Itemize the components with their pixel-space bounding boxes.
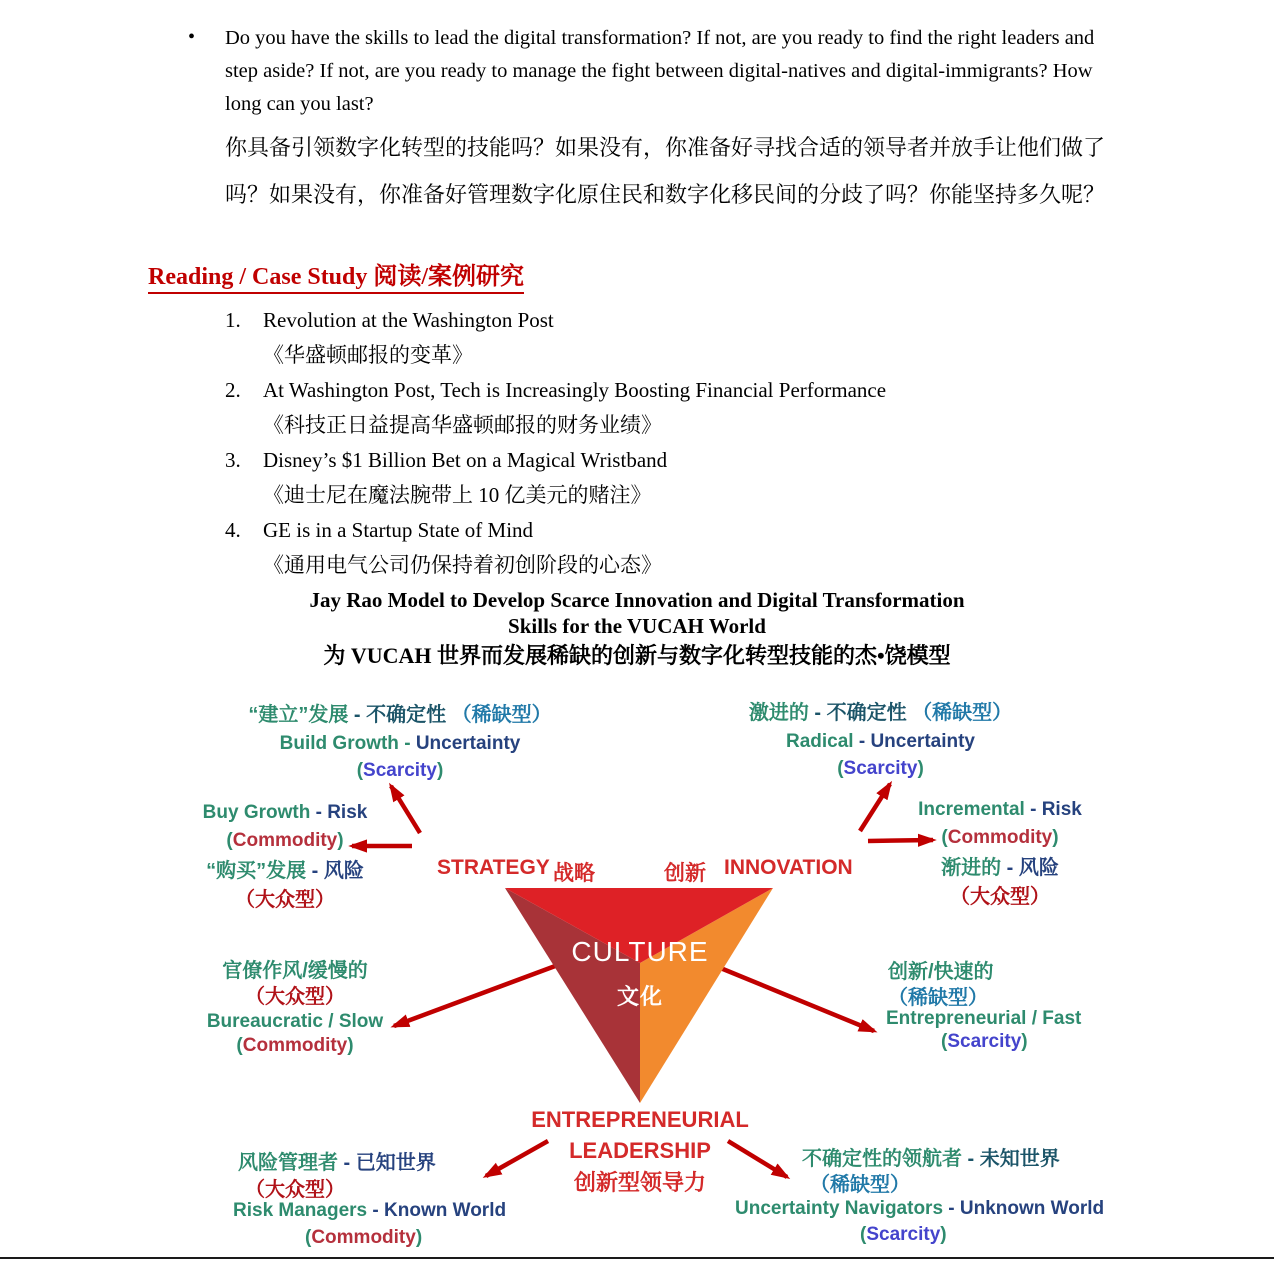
leadership-zh-line: 创新型领导力	[573, 1170, 706, 1195]
bullet-marker: •	[188, 26, 196, 48]
model-title-line2: Skills for the VUCAH World	[508, 614, 766, 638]
innovation-zh-label: 创新	[664, 862, 706, 885]
text-segment: Commodity	[311, 1227, 416, 1248]
bureaucratic-zh	[200, 958, 390, 984]
item-title-zh: 《迪士尼在魔法腕带上 10 亿美元的赌注》	[263, 483, 652, 507]
text-segment: Scarcity	[866, 1224, 941, 1245]
culture-zh-label: 文化	[616, 984, 663, 1009]
risk-managers-zh	[238, 1150, 436, 1176]
text-segment: （大众型）	[235, 889, 335, 911]
text-segment: )	[1052, 827, 1059, 848]
item-number: 4.	[225, 518, 241, 542]
uncertainty-navigators-zh	[802, 1146, 1060, 1172]
text-segment: Uncertainty Navigators	[735, 1198, 944, 1219]
text-segment: - 不确定性	[348, 704, 452, 726]
text-segment: - Uncertainty	[853, 731, 975, 752]
text-segment: )	[940, 1224, 947, 1245]
text-segment: Commodity	[947, 827, 1053, 848]
text-segment: )	[347, 1035, 354, 1056]
item-title-zh: 《华盛顿邮报的变革》	[263, 343, 473, 367]
build-growth-zh	[230, 702, 570, 728]
item-title-en: Revolution at the Washington Post	[263, 308, 554, 332]
item-title-en: At Washington Post, Tech is Increasingly Boosting Financial Performance	[263, 378, 887, 402]
radical-zh	[708, 700, 1053, 726]
arrow-to-build-growth	[391, 786, 420, 833]
text-segment: Scarcity	[363, 760, 437, 781]
text-segment: 不确定性的领航者	[802, 1148, 962, 1170]
text-segment: （大众型）	[245, 1179, 345, 1201]
text-segment: Build Growth -	[279, 733, 416, 754]
text-segment: )	[337, 830, 344, 851]
leadership-line: LEADERSHIP	[569, 1138, 711, 1163]
bureaucratic-en	[200, 1010, 390, 1034]
text-segment: 激进的	[748, 702, 809, 724]
entrepreneurial-line: ENTREPRENEURIAL	[531, 1107, 749, 1132]
text-segment: 创新/快速的	[888, 961, 994, 983]
text-segment: - 风险	[306, 860, 364, 882]
text-segment: - Unknown World	[943, 1198, 1105, 1219]
text-segment: - 未知世界	[962, 1148, 1060, 1170]
bureaucratic-label	[200, 958, 390, 1058]
radical-en	[708, 730, 1053, 754]
text-segment: - Known World	[367, 1200, 507, 1221]
text-segment: Incremental	[918, 799, 1025, 820]
text-segment: Buy Growth	[202, 802, 311, 823]
buy-growth-type	[195, 887, 375, 913]
text-segment: Risk Managers	[233, 1200, 368, 1221]
model-title-zh: 为 VUCAH 世界而发展稀缺的创新与数字化转型技能的杰•饶模型	[323, 643, 951, 668]
strategy-zh-label: 战略	[553, 862, 595, 885]
incremental-tag	[890, 826, 1110, 850]
buy-growth-zh	[195, 858, 375, 884]
text-segment: - 已知世界	[338, 1152, 436, 1174]
build-growth-en	[230, 732, 570, 756]
text-segment: Uncertainty	[415, 733, 521, 754]
radical-tag	[708, 757, 1053, 781]
text-segment: (	[356, 760, 364, 781]
text-segment: Scarcity	[947, 1031, 1022, 1052]
item-number: 2.	[225, 378, 241, 402]
text-segment: （稀缺型）	[451, 704, 552, 726]
arrow-to-entrepreneurial-fast	[718, 967, 874, 1031]
bureaucratic-tag	[200, 1034, 390, 1058]
text-segment: “建立”发展	[248, 704, 349, 726]
entrepreneurial-fast-en	[886, 1007, 1081, 1031]
text-segment: (	[305, 1227, 312, 1248]
buy-growth-tag	[195, 829, 375, 853]
entrepreneurial-fast-zh	[888, 959, 994, 985]
item-title-en: Disney’s $1 Billion Bet on a Magical Wristband	[263, 448, 668, 472]
text-segment: （稀缺型）	[912, 702, 1013, 724]
text-segment: （稀缺型）	[810, 1174, 910, 1196]
text-segment: (	[941, 827, 948, 848]
text-segment: Commodity	[242, 1035, 348, 1056]
build-growth-tag	[230, 759, 570, 783]
text-segment: - Risk	[310, 802, 368, 823]
uncertainty-navigators-en	[735, 1197, 1104, 1221]
text-segment: )	[917, 758, 924, 779]
incremental-label	[890, 798, 1110, 910]
incremental-type	[890, 884, 1110, 910]
text-segment: - 风险	[1001, 857, 1059, 879]
item-title-zh: 《科技正日益提高华盛顿邮报的财务业绩》	[263, 413, 662, 437]
text-segment: - Risk	[1024, 799, 1082, 820]
uncertainty-navigators-tag	[860, 1223, 947, 1247]
text-segment: (	[236, 1035, 243, 1056]
incremental-zh	[890, 855, 1110, 881]
text-segment: )	[415, 1227, 423, 1248]
text-segment: (	[860, 1224, 867, 1245]
text-segment: “购买”发展	[206, 860, 307, 882]
text-segment: 渐进的	[941, 857, 1002, 879]
innovation-label: INNOVATION	[724, 856, 853, 879]
incremental-en	[890, 798, 1110, 822]
text-segment: Entrepreneurial / Fast	[886, 1008, 1082, 1029]
bullet-text-en: Do you have the skills to lead the digital transformation? If not, are you ready to find the right leaders and step aside? If not, are you ready to manage the fight between digital-natives and digital-immigrants? How long can you last?	[225, 27, 1095, 115]
arrow-to-radical	[860, 784, 890, 831]
page-bottom-rule	[0, 1257, 1274, 1259]
entrepreneurial-leadership-label	[440, 1108, 840, 1195]
strategy-label: STRATEGY	[437, 856, 550, 879]
text-segment: - 不确定性	[808, 702, 913, 724]
item-title-zh: 《通用电气公司仍保持着初创阶段的心态》	[263, 553, 662, 577]
text-segment: 官僚作风/缓慢的	[222, 960, 368, 982]
text-segment: )	[436, 760, 444, 781]
text-segment: Radical	[785, 731, 854, 752]
uncertainty-navigators-type	[810, 1172, 910, 1198]
item-number: 3.	[225, 448, 241, 472]
reading-case-study-heading: Reading / Case Study 阅读/案例研究	[148, 256, 524, 294]
culture-label: CULTURE	[571, 936, 709, 967]
text-segment: （稀缺型）	[888, 987, 988, 1009]
text-segment: Bureaucratic / Slow	[206, 1011, 384, 1032]
entrepreneurial-fast-tag	[941, 1030, 1028, 1054]
bureaucratic-type	[200, 984, 390, 1010]
text-segment: 风险管理者	[238, 1152, 338, 1174]
build-growth-label	[230, 702, 570, 783]
risk-managers-tag	[305, 1226, 422, 1250]
item-title-en: GE is in a Startup State of Mind	[263, 518, 534, 542]
item-number: 1.	[225, 308, 241, 332]
radical-label	[708, 700, 1053, 781]
bullet-text-zh: 你具备引领数字化转型的技能吗？如果没有，你准备好寻找合适的领导者并放手让他们做了吗？如果没有，你准备好管理数字化原住民和数字化移民间的分歧了吗？你能坚持多久呢？	[225, 135, 1106, 207]
text-segment: （大众型）	[245, 986, 345, 1008]
text-segment: )	[1021, 1031, 1028, 1052]
buy-growth-label	[195, 801, 375, 913]
text-segment: Scarcity	[843, 758, 918, 779]
text-segment: (	[226, 830, 233, 851]
text-segment: (	[941, 1031, 948, 1052]
risk-managers-en	[233, 1199, 506, 1223]
model-title-line1: Jay Rao Model to Develop Scarce Innovation and Digital Transformation	[309, 588, 965, 612]
text-segment: Commodity	[232, 830, 338, 851]
buy-growth-en	[195, 801, 375, 825]
text-segment: （大众型）	[950, 886, 1050, 908]
text-segment: (	[837, 758, 844, 779]
